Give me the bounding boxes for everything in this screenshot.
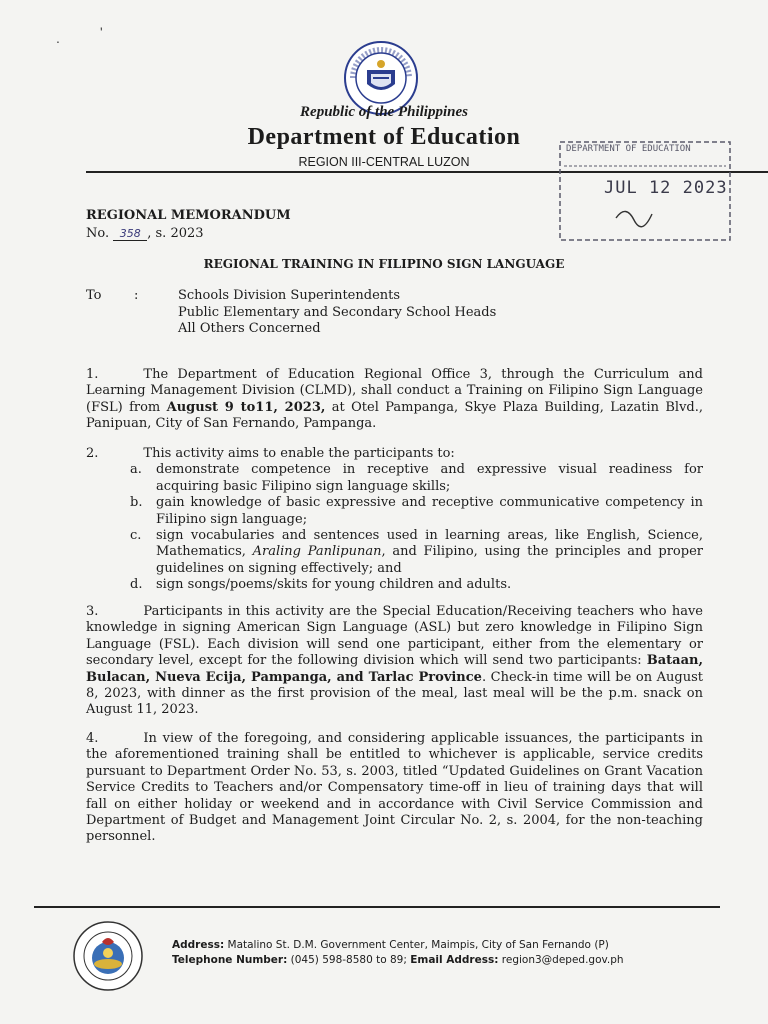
- deped-footer-seal-icon: [72, 920, 144, 992]
- paragraph-text: In view of the foregoing, and considering applicable issuances, the participants in the aforementioned training shall be entitled to whichever is applicable, service credits pursuant to Department Order No. 53, s. 2003, titled “Updated Guidelines on Grant Vacation Service Credits to Teachers and/or Compensatory time-off in lieu of training days that will fall on either holiday or weekend and in accordance with Civil Service Commission and Department of Budget and Management Joint Circular No. 2, s. 2004, for the non-teaching personnel.: [86, 731, 703, 845]
- memo-series: , s. 2023: [147, 226, 204, 241]
- item-text: sign songs/poems/skits for young children and adults.: [156, 577, 512, 593]
- item-italic: Araling Panlipunan: [252, 544, 382, 560]
- objectives-list: [86, 462, 703, 593]
- memo-no-prefix: No.: [86, 226, 110, 241]
- item-letter: c.: [130, 528, 142, 544]
- list-item: [130, 495, 703, 528]
- phone-label: Telephone Number:: [172, 954, 288, 966]
- paragraph-text: The Department of Education Regional Office 3, through the Curriculum and Learning Management Division (CLMD), shall conduct a Training on Filipino Sign Language (FSL) from: [86, 367, 703, 415]
- memo-title: REGIONAL TRAINING IN FILIPINO SIGN LANGUAGE: [203, 257, 565, 271]
- stamp-label: DEPARTMENT OF EDUCATION: [566, 144, 691, 154]
- paragraph-text: at Otel Pampanga, Skye Plaza Building, Lazatin Blvd., Panipuan, City of San Fernando, Pampanga.: [86, 399, 703, 432]
- to-colon: :: [134, 288, 139, 303]
- paragraph-text: Participants in this activity are the Special Education/Receiving teachers who have knowledge in signing American Sign Language (ASL) but zero knowledge in Filipino Sign Language (FSL). Each division will send one participant, either from the elementary or secondary level, except for the following division which will send two participants:: [86, 604, 703, 669]
- phone-text: (045) 598-8580 to 89;: [287, 954, 411, 966]
- recipients-list: [178, 288, 496, 338]
- memo-number: 358: [113, 227, 147, 241]
- paragraph-dates: August 9 to11, 2023,: [166, 399, 326, 415]
- received-stamp: [556, 138, 768, 250]
- recipient: Public Elementary and Secondary School Heads: [178, 304, 497, 320]
- item-text: demonstrate competence in receptive and expressive visual readiness for acquiring basic Filipino sign language skills;: [156, 462, 703, 494]
- item-text: gain knowledge of basic expressive and receptive communicative competency in Filipino sign language;: [156, 495, 703, 527]
- stamp-date: JUL 12 2023: [604, 178, 728, 198]
- memo-number-line: [86, 226, 204, 241]
- to-label: To: [86, 288, 102, 303]
- address-text: Matalino St. D.M. Government Center, Maimpis, City of San Fernando (P): [224, 939, 609, 951]
- list-item: [130, 577, 703, 593]
- email-label: Email Address:: [410, 954, 499, 966]
- item-letter: d.: [130, 577, 143, 593]
- paragraph-number: 2.: [86, 446, 99, 461]
- paragraph-intro: This activity aims to enable the participants to:: [143, 446, 455, 461]
- paragraph-text: . Check-in time will be on August 8, 2023, with dinner as the first provision of the meal, last meal will be the p.m. snack on August 11, 2023.: [86, 669, 704, 718]
- item-text: , and Filipino, using the principles and proper guidelines on signing effectively; and: [156, 544, 703, 576]
- header-department: Department of Education: [247, 124, 521, 150]
- item-letter: b.: [130, 495, 143, 511]
- item-letter: a.: [130, 462, 142, 478]
- paragraph-number: 3.: [86, 604, 99, 619]
- list-item: [130, 462, 703, 495]
- item-text: sign vocabularies and sentences used in learning areas, like English, Science, Mathematics,: [156, 528, 703, 560]
- header-republic: Republic of the Philippines: [300, 104, 468, 120]
- list-item: [130, 528, 703, 577]
- paragraph-2: [86, 446, 703, 594]
- email-text: region3@deped.gov.ph: [498, 954, 624, 966]
- paragraph-number: 1.: [86, 367, 99, 382]
- header-region: REGION III-CENTRAL LUZON: [298, 155, 470, 169]
- paragraph-number: 4.: [86, 731, 99, 746]
- address-label: Address:: [172, 939, 225, 951]
- recipient: All Others Concerned: [178, 321, 321, 336]
- recipient: Schools Division Superintendents: [178, 288, 401, 303]
- footer-divider: [34, 906, 720, 908]
- scan-mark: .: [56, 30, 60, 46]
- memo-label: REGIONAL MEMORANDUM: [86, 208, 291, 223]
- paragraph-1: [86, 367, 703, 433]
- footer-contact: [172, 938, 624, 968]
- paragraph-3: [86, 604, 703, 719]
- paragraph-provinces: Bataan, Bulacan, Nueva Ecija, Pampanga, and Tarlac Province: [86, 653, 703, 685]
- paragraph-4: [86, 731, 703, 846]
- scan-mark: ': [100, 24, 103, 40]
